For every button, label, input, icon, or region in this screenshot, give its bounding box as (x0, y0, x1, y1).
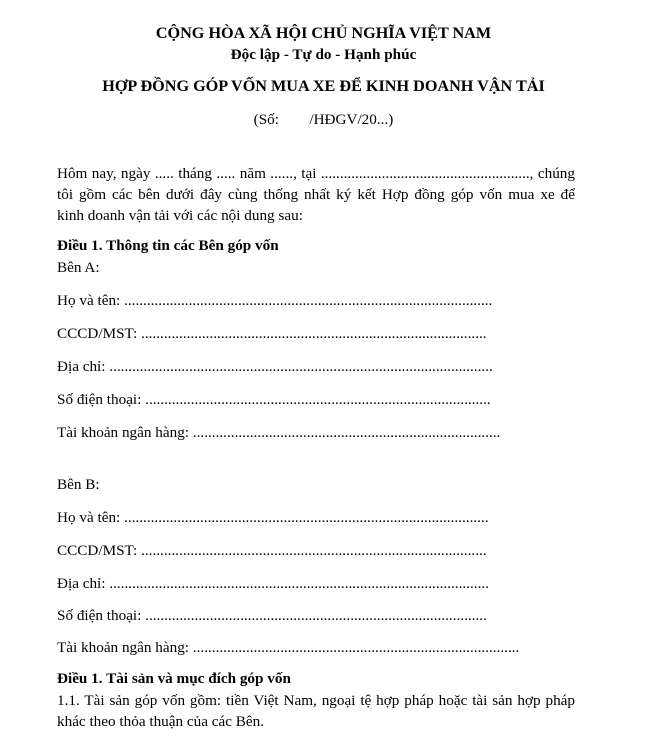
intro-line-1: Hôm nay, ngày ..... tháng ..... năm ......, tại ......................................................., chúng (57, 165, 575, 182)
article-2-heading: Điều 1. Tài sản và mục đích góp vốn (57, 670, 291, 687)
party-b-name-field: Họ và tên: ................................................................................................ (57, 509, 489, 526)
clause-1-1-line-2: khác theo thỏa thuận của các Bên. (57, 713, 265, 730)
party-a-id-field: CCCD/MST: ........................................................................................... (57, 325, 487, 342)
party-a-bank-field: Tài khoản ngân hàng: ................................................................................. (57, 424, 501, 441)
clause-1-1-line-1: 1.1. Tài sản góp vốn gồm: tiền Việt Nam, ngoại tệ hợp pháp hoặc tài sản hợp pháp (57, 692, 575, 709)
party-b-label: Bên B: (57, 476, 100, 493)
party-a-address-field: Địa chỉ: ..................................................................................................... (57, 358, 493, 375)
party-a-name-field: Họ và tên: ................................................................................................. (57, 292, 493, 309)
party-b-address-field: Địa chỉ: .................................................................................................... (57, 575, 489, 592)
article-1-heading: Điều 1. Thông tin các Bên góp vốn (57, 237, 279, 254)
national-motto: Độc lập - Tự do - Hạnh phúc (230, 46, 417, 63)
clause-1-1 (57, 690, 575, 732)
party-b-id-field: CCCD/MST: ........................................................................................... (57, 542, 487, 559)
party-a-label: Bên A: (57, 259, 100, 276)
contract-title: HỢP ĐỒNG GÓP VỐN MUA XE ĐỂ KINH DOANH VẬN TẢI (102, 77, 545, 95)
contract-number: (Số: /HĐGV/20...) (253, 111, 394, 128)
intro-paragraph (57, 163, 575, 226)
national-title: CỘNG HÒA XÃ HỘI CHỦ NGHĨA VIỆT NAM (155, 24, 492, 42)
party-b-phone-field: Số điện thoại: .......................................................................................... (57, 607, 487, 624)
intro-line-2: tôi gồm các bên dưới đây cùng thống nhất ký kết Hợp đồng góp vốn mua xe để (57, 186, 575, 203)
intro-line-3: kinh doanh vận tải với các nội dung sau: (57, 207, 303, 224)
party-a-phone-field: Số điện thoại: ........................................................................................... (57, 391, 491, 408)
party-b-bank-field: Tài khoản ngân hàng: ...................................................................................... (57, 639, 520, 656)
